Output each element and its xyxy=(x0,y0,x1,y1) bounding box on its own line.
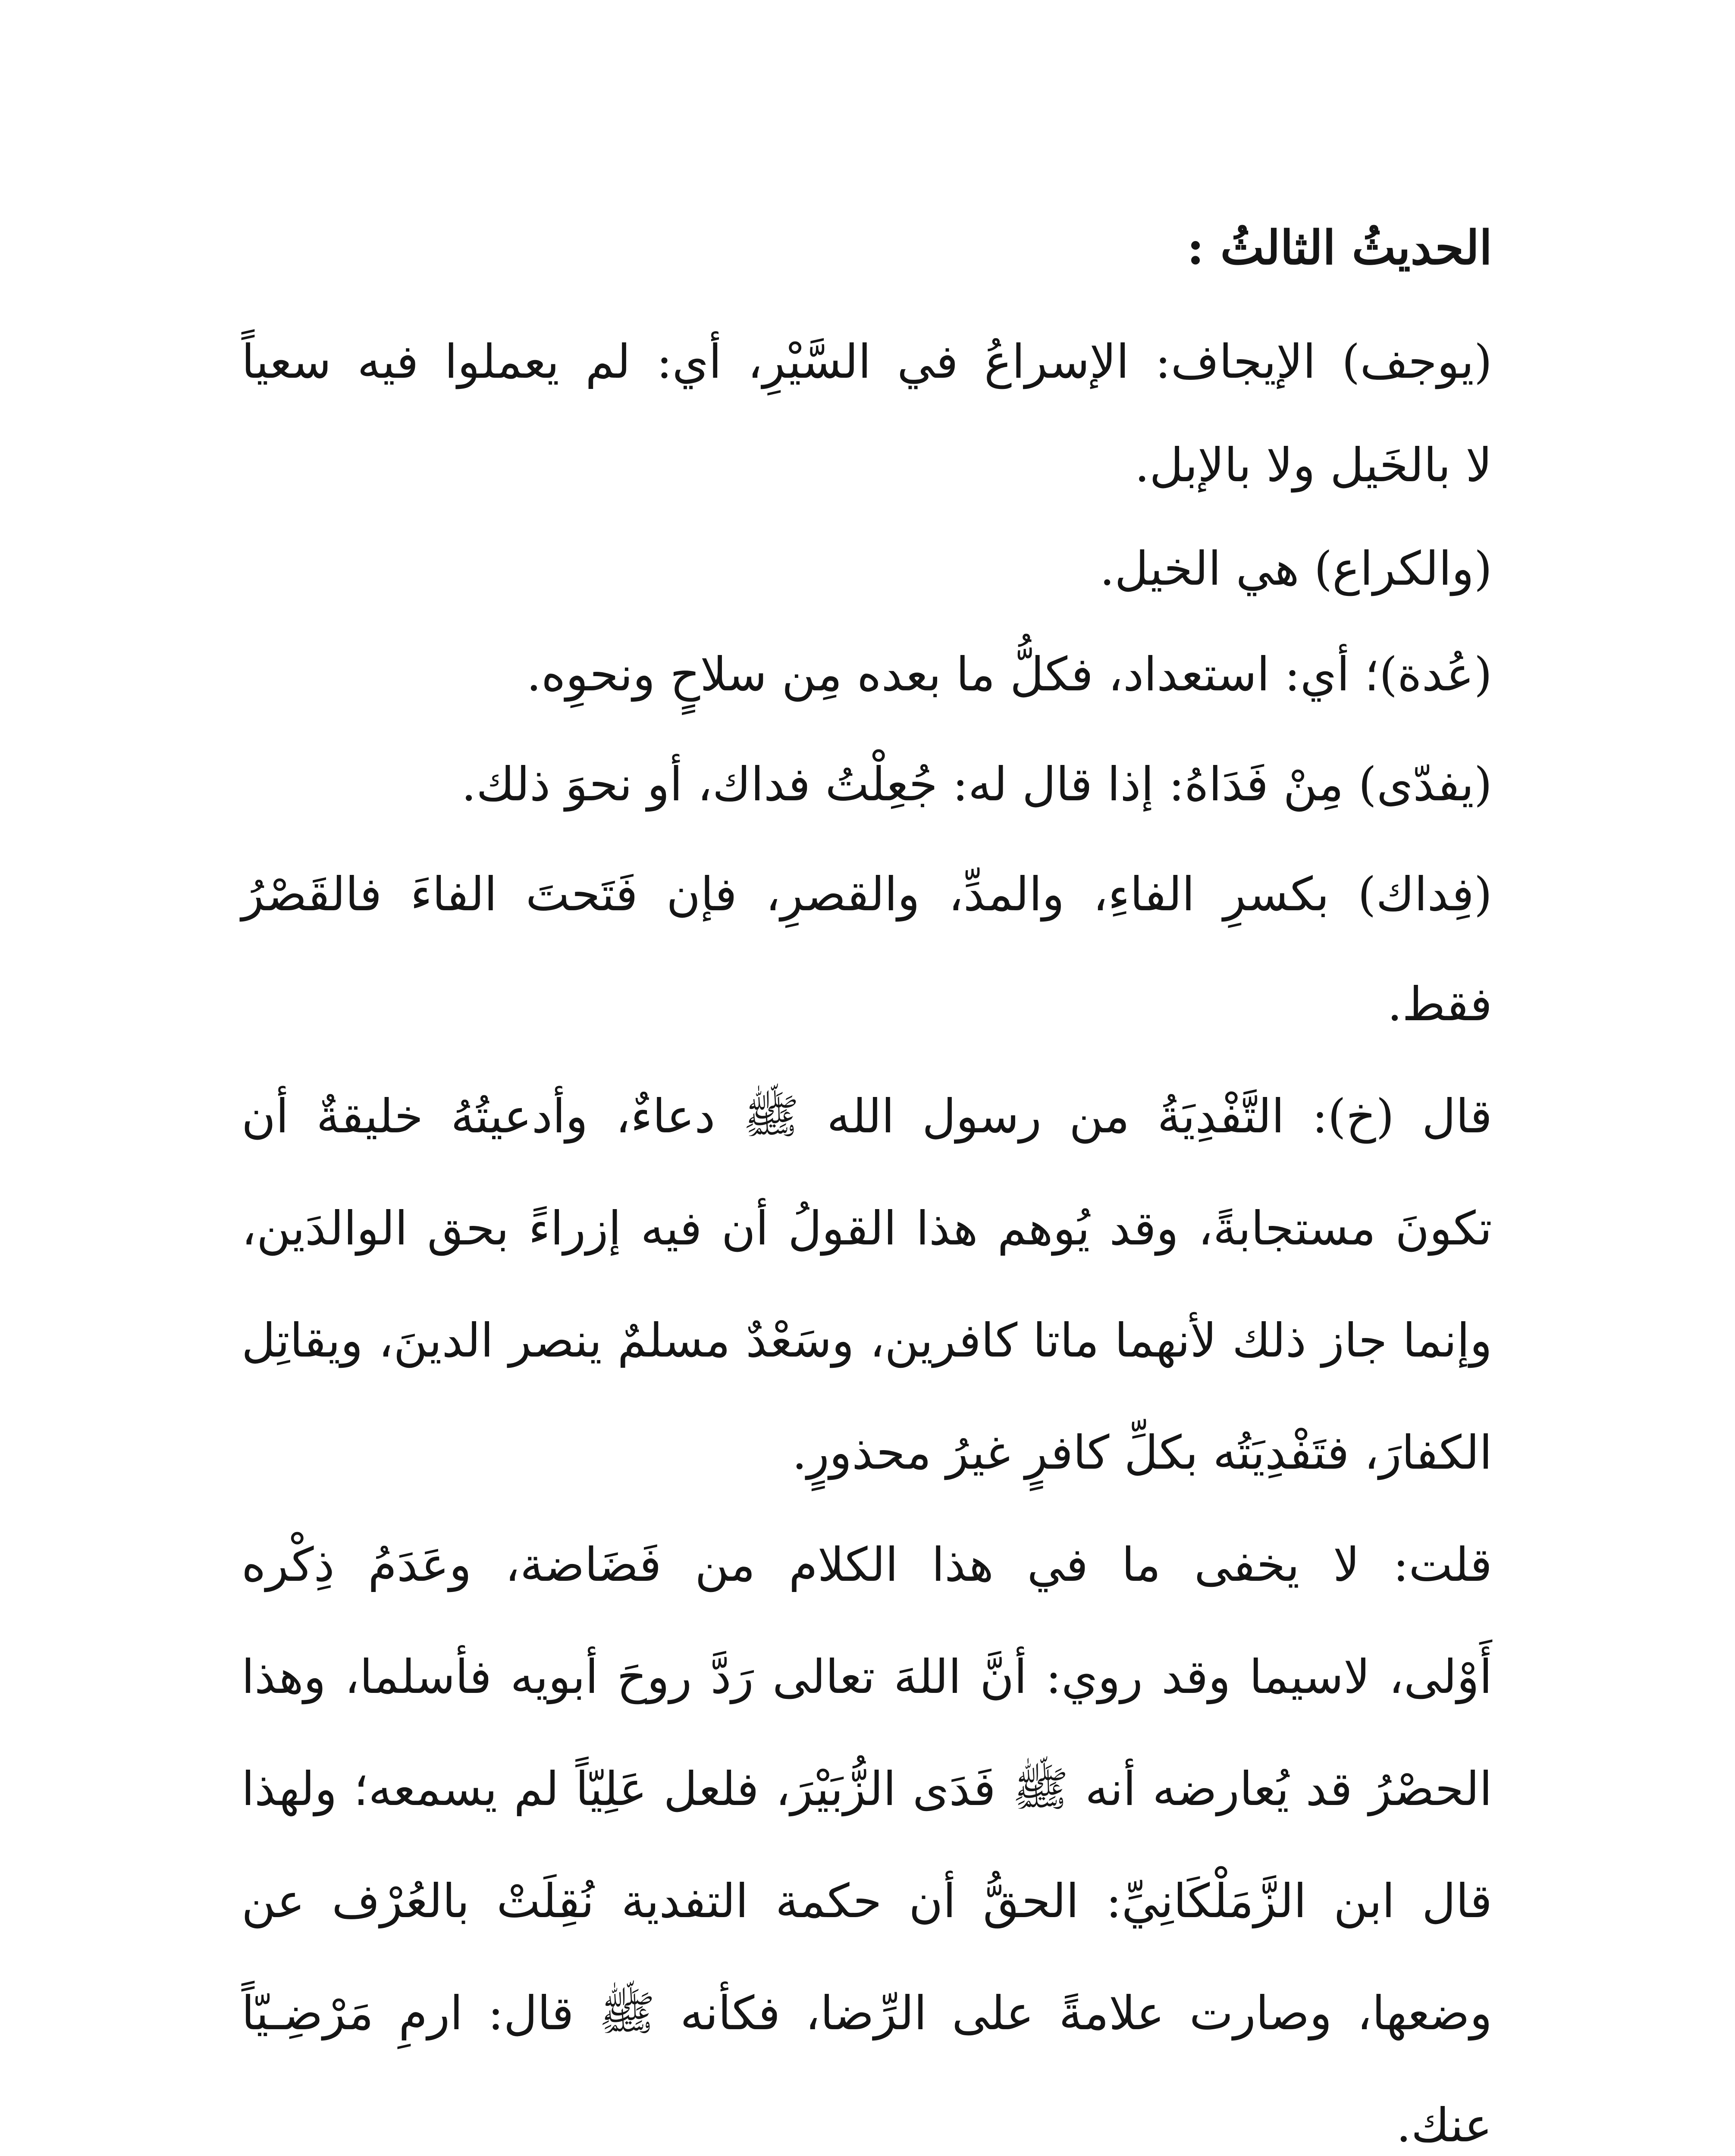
section-heading: الحديثُ الثالثُ : xyxy=(1187,221,1492,275)
text-line-7: فقط. xyxy=(1387,978,1492,1031)
text-line-1: (يوجف) الإيجاف: الإسراعُ في السَّيْرِ، أي: لم يعملوا فيه سعياً xyxy=(242,335,1492,389)
text-line-13: أَوْلى، لاسيما وقد روي: أنَّ اللهَ تعالى رَدَّ روحَ أبويه فأسلما، وهذا xyxy=(242,1650,1492,1704)
text-line-9: تكونَ مستجابةً، وقد يُوهم هذا القولُ أن فيه إزراءً بحق الوالدَين، xyxy=(242,1202,1492,1256)
text-line-12: قلت: لا يخفى ما في هذا الكلام من فَضَاضة، وعَدَمُ ذِكْره xyxy=(242,1538,1492,1592)
text-line-4: (عُدة)؛ أي: استعداد، فكلُّ ما بعده مِن سلاحٍ ونحوِه. xyxy=(526,648,1492,702)
text-line-17: عنك. xyxy=(1396,2099,1492,2153)
text-line-8: قال (خ): التَّفْدِيَةُ من رسول الله ﷺ دعاءٌ، وأدعيتُهُ خليقةٌ أن xyxy=(242,1090,1492,1144)
text-line-2: لا بالخَيل ولا بالإبل. xyxy=(1134,439,1492,492)
text-line-16: وضعها، وصارت علامةً على الرِّضا، فكأنه ﷺ قال: ارمِ مَرْضِـيّاً xyxy=(242,1987,1492,2040)
text-line-3: (والكراع) هي الخيل. xyxy=(1100,542,1492,596)
text-line-10: وإنما جاز ذلك لأنهما ماتا كافرين، وسَعْدٌ مسلمٌ ينصر الدينَ، ويقاتِل xyxy=(242,1314,1492,1368)
text-line-15: قال ابن الزَّمَلْكَانِيِّ: الحقُّ أن حكمة التفدية نُقِلَتْ بالعُرْف عن xyxy=(242,1874,1492,1928)
text-line-5: (يفدّى) مِنْ فَدَاهُ: إذا قال له: جُعِلْتُ فداك، أو نحوَ ذلك. xyxy=(461,758,1492,812)
text-line-14: الحصْرُ قد يُعارضه أنه ﷺ فَدَى الزُّبَيْرَ، فلعل عَلِيّاً لم يسمعه؛ ولهذا xyxy=(242,1762,1492,1816)
text-line-6: (فِداك) بكسرِ الفاءِ، والمدِّ، والقصرِ، فإن فَتَحتَ الفاءَ فالقَصْرُ xyxy=(242,868,1492,921)
text-line-11: الكفارَ، فتَفْدِيَتُه بكلِّ كافرٍ غيرُ محذورٍ. xyxy=(792,1426,1492,1480)
